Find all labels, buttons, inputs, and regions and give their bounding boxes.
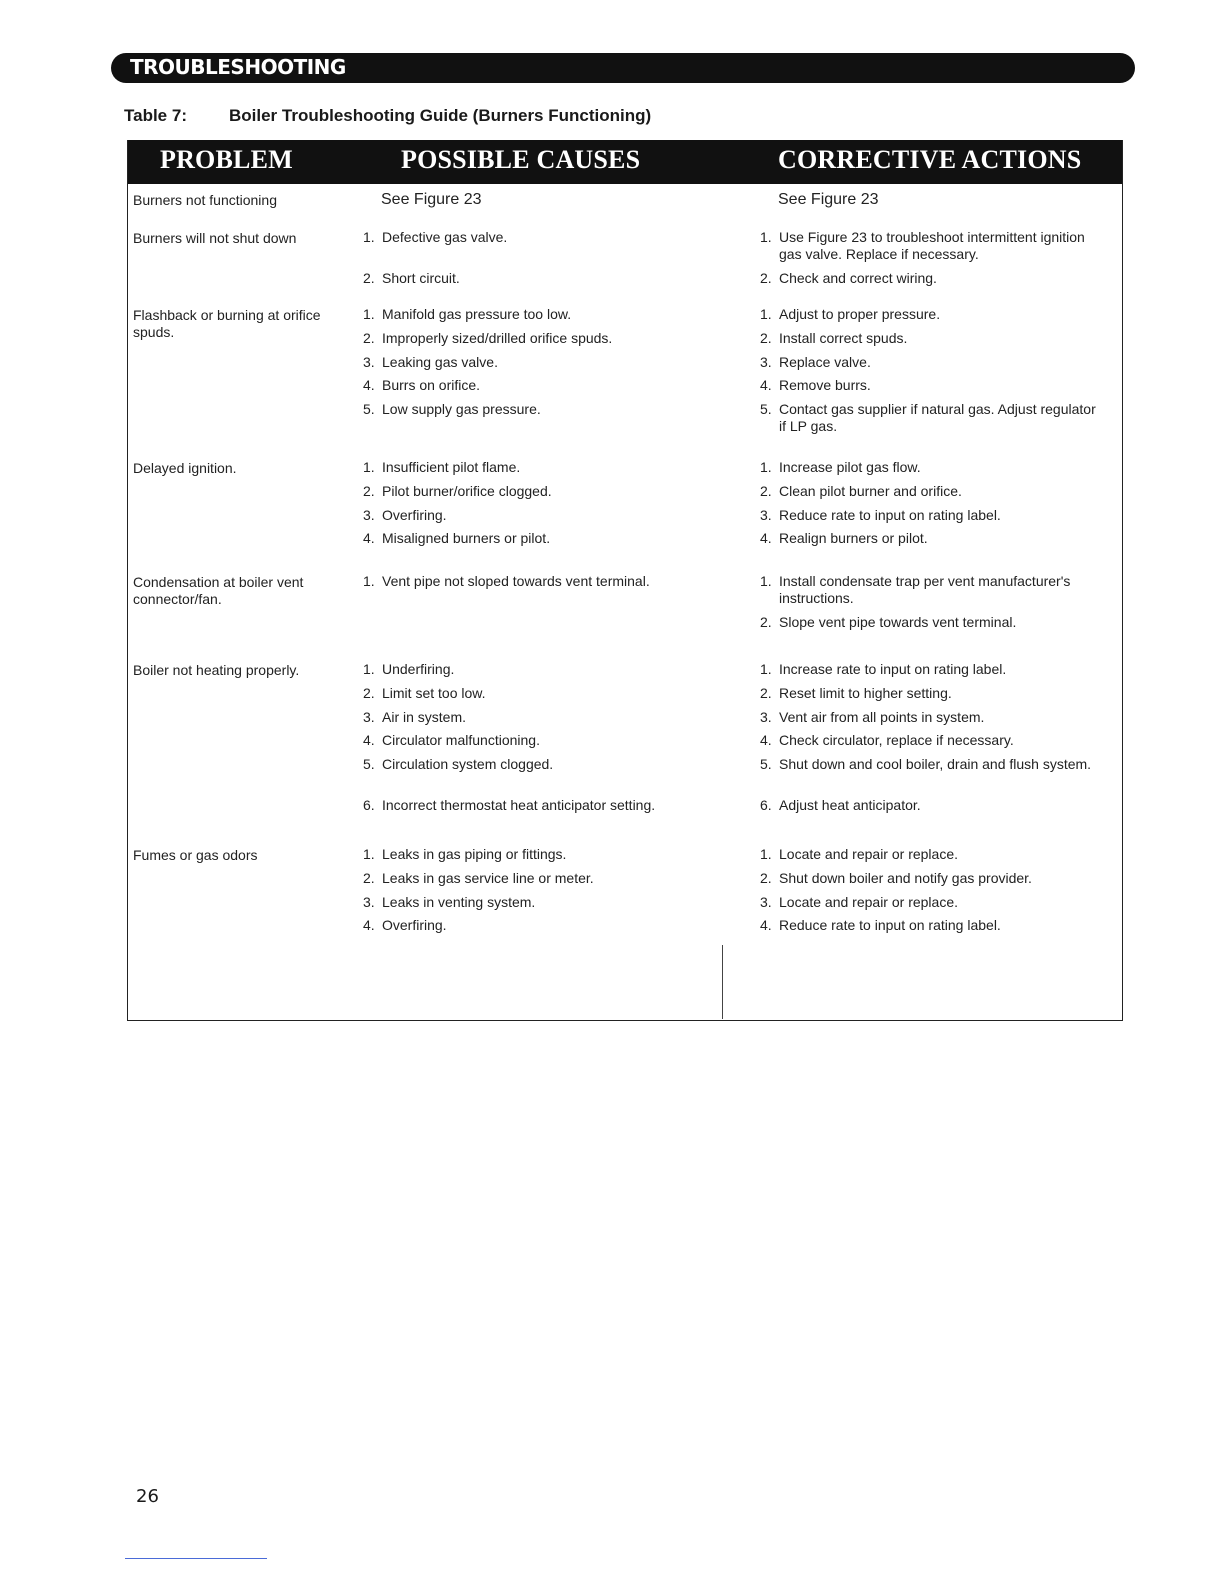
item-text: Shut down boiler and notify gas provider. bbox=[779, 870, 1032, 886]
cause-item bbox=[363, 894, 713, 911]
item-text: Increase rate to input on rating label. bbox=[779, 661, 1007, 677]
problem-cell: Delayed ignition. bbox=[133, 460, 237, 476]
action-item bbox=[760, 306, 1100, 323]
item-number: 6. bbox=[363, 797, 375, 813]
item-number: 1. bbox=[363, 306, 375, 322]
action-item bbox=[760, 846, 1100, 863]
item-number: 1. bbox=[760, 846, 772, 862]
action-item bbox=[760, 917, 1100, 934]
cause-item bbox=[363, 459, 713, 476]
cause-item bbox=[363, 401, 713, 418]
cause-item bbox=[363, 661, 713, 678]
item-number: 2. bbox=[760, 330, 772, 346]
action-item bbox=[760, 732, 1100, 749]
cause-item bbox=[363, 846, 713, 863]
item-text: Circulation system clogged. bbox=[382, 756, 554, 772]
item-text: Limit set too low. bbox=[382, 685, 486, 701]
column-divider bbox=[722, 945, 723, 1019]
item-number: 3. bbox=[363, 507, 375, 523]
item-number: 2. bbox=[363, 270, 375, 286]
action-item bbox=[760, 894, 1100, 911]
item-text: Clean pilot burner and orifice. bbox=[779, 483, 962, 499]
item-text: Insufficient pilot flame. bbox=[382, 459, 521, 475]
item-text: See Figure 23 bbox=[381, 191, 482, 208]
header-causes: POSSIBLE CAUSES bbox=[401, 145, 641, 174]
item-text: Manifold gas pressure too low. bbox=[382, 306, 572, 322]
cause-item bbox=[363, 330, 713, 347]
item-text: Reduce rate to input on rating label. bbox=[779, 507, 1001, 523]
item-number: 2. bbox=[363, 483, 375, 499]
item-text: Overfiring. bbox=[382, 507, 447, 523]
cause-item bbox=[363, 573, 713, 590]
cause-item bbox=[363, 709, 713, 726]
action-item bbox=[760, 483, 1100, 500]
item-number: 1. bbox=[760, 661, 772, 677]
item-text: Locate and repair or replace. bbox=[779, 846, 958, 862]
cause-item bbox=[363, 917, 713, 934]
table-label: Table 7: bbox=[124, 106, 187, 125]
item-number: 4. bbox=[760, 917, 772, 933]
item-text: Burrs on orifice. bbox=[382, 377, 481, 393]
cause-item bbox=[363, 483, 713, 500]
item-number: 3. bbox=[760, 507, 772, 523]
item-number: 4. bbox=[363, 917, 375, 933]
section-title: TROUBLESHOOTING bbox=[130, 55, 346, 79]
cause-item bbox=[363, 507, 713, 524]
item-number: 2. bbox=[760, 870, 772, 886]
item-text: Vent pipe not sloped towards vent terminal. bbox=[382, 573, 650, 589]
item-number: 1. bbox=[760, 306, 772, 322]
item-text: Misaligned burners or pilot. bbox=[382, 530, 551, 546]
problem-cell: Fumes or gas odors bbox=[133, 847, 258, 863]
action-item bbox=[760, 459, 1100, 476]
item-text: Shut down and cool boiler, drain and flush system. bbox=[779, 756, 1092, 772]
item-number: 2. bbox=[760, 483, 772, 499]
action-item bbox=[760, 661, 1100, 678]
item-number: 3. bbox=[760, 709, 772, 725]
item-text: Leaking gas valve. bbox=[382, 354, 498, 370]
item-text: Check circulator, replace if necessary. bbox=[779, 732, 1014, 748]
item-number: 4. bbox=[760, 377, 772, 393]
page-number: 26 bbox=[136, 1486, 159, 1507]
cause-item bbox=[363, 756, 713, 773]
item-number: 4. bbox=[363, 530, 375, 546]
item-text: Install correct spuds. bbox=[779, 330, 908, 346]
cause-item bbox=[363, 870, 713, 887]
item-number: 1. bbox=[363, 459, 375, 475]
cause-item bbox=[363, 530, 713, 547]
item-number: 1. bbox=[363, 229, 375, 245]
action-item bbox=[778, 191, 1118, 208]
action-item bbox=[760, 507, 1100, 524]
problem-cell: Burners will not shut down bbox=[133, 230, 297, 246]
item-number: 1. bbox=[760, 229, 772, 245]
item-text: Locate and repair or replace. bbox=[779, 894, 958, 910]
item-text: Check and correct wiring. bbox=[779, 270, 937, 286]
item-number: 1. bbox=[363, 573, 375, 589]
cause-item bbox=[381, 191, 731, 208]
item-text: Vent air from all points in system. bbox=[779, 709, 985, 725]
item-text: Leaks in gas service line or meter. bbox=[382, 870, 594, 886]
action-item bbox=[760, 709, 1100, 726]
item-number: 3. bbox=[760, 354, 772, 370]
item-text: Realign burners or pilot. bbox=[779, 530, 928, 546]
cause-item bbox=[363, 797, 713, 814]
action-item bbox=[760, 401, 1100, 435]
item-text: Leaks in venting system. bbox=[382, 894, 536, 910]
action-item bbox=[760, 377, 1100, 394]
item-number: 5. bbox=[760, 401, 772, 417]
action-item bbox=[760, 354, 1100, 371]
item-text: Replace valve. bbox=[779, 354, 871, 370]
item-text: Adjust heat anticipator. bbox=[779, 797, 921, 813]
action-item bbox=[760, 270, 1100, 287]
item-number: 4. bbox=[760, 530, 772, 546]
header-problem: PROBLEM bbox=[160, 145, 293, 174]
item-number: 5. bbox=[363, 756, 375, 772]
problem-cell: Condensation at boiler vent connector/fan. bbox=[133, 574, 304, 607]
cause-item bbox=[363, 306, 713, 323]
item-text: Defective gas valve. bbox=[382, 229, 508, 245]
cause-item bbox=[363, 377, 713, 394]
item-number: 3. bbox=[363, 709, 375, 725]
item-text: See Figure 23 bbox=[778, 191, 879, 208]
cause-item bbox=[363, 229, 713, 246]
item-number: 1. bbox=[760, 573, 772, 589]
table-caption: Boiler Troubleshooting Guide (Burners Functioning) bbox=[229, 106, 652, 125]
item-text: Leaks in gas piping or fittings. bbox=[382, 846, 567, 862]
problem-cell: Flashback or burning at orifice spuds. bbox=[133, 307, 321, 340]
item-number: 4. bbox=[760, 732, 772, 748]
item-number: 2. bbox=[760, 614, 772, 630]
item-number: 3. bbox=[760, 894, 772, 910]
item-text: Adjust to proper pressure. bbox=[779, 306, 941, 322]
problem-cell: Burners not functioning bbox=[133, 192, 277, 208]
action-item bbox=[760, 756, 1100, 773]
item-number: 5. bbox=[363, 401, 375, 417]
item-number: 1. bbox=[363, 846, 375, 862]
item-number: 3. bbox=[363, 354, 375, 370]
item-number: 4. bbox=[363, 732, 375, 748]
item-text: Short circuit. bbox=[382, 270, 460, 286]
action-item bbox=[760, 685, 1100, 702]
item-text: Slope vent pipe towards vent terminal. bbox=[779, 614, 1017, 630]
cause-item bbox=[363, 354, 713, 371]
item-number: 2. bbox=[363, 685, 375, 701]
action-item bbox=[760, 573, 1100, 607]
item-text: Use Figure 23 to troubleshoot intermittent ignition gas valve. Replace if necessary. bbox=[779, 229, 1085, 262]
table-header bbox=[128, 140, 1122, 184]
item-text: Reduce rate to input on rating label. bbox=[779, 917, 1001, 933]
item-text: Circulator malfunctioning. bbox=[382, 732, 540, 748]
action-item bbox=[760, 797, 1100, 814]
item-text: Incorrect thermostat heat anticipator setting. bbox=[382, 797, 656, 813]
item-text: Install condensate trap per vent manufacturer's instructions. bbox=[779, 573, 1071, 606]
item-number: 2. bbox=[760, 270, 772, 286]
item-text: Contact gas supplier if natural gas. Adjust regulator if LP gas. bbox=[779, 401, 1096, 434]
action-item bbox=[760, 229, 1100, 263]
item-number: 6. bbox=[760, 797, 772, 813]
cause-item bbox=[363, 270, 713, 287]
action-item bbox=[760, 614, 1100, 631]
item-text: Low supply gas pressure. bbox=[382, 401, 541, 417]
item-number: 2. bbox=[363, 330, 375, 346]
item-text: Increase pilot gas flow. bbox=[779, 459, 921, 475]
action-item bbox=[760, 330, 1100, 347]
item-number: 1. bbox=[760, 459, 772, 475]
item-number: 3. bbox=[363, 894, 375, 910]
action-item bbox=[760, 530, 1100, 547]
item-number: 2. bbox=[760, 685, 772, 701]
action-item bbox=[760, 870, 1100, 887]
item-text: Reset limit to higher setting. bbox=[779, 685, 952, 701]
item-number: 2. bbox=[363, 870, 375, 886]
item-text: Underfiring. bbox=[382, 661, 455, 677]
cause-item bbox=[363, 732, 713, 749]
item-text: Air in system. bbox=[382, 709, 467, 725]
item-text: Pilot burner/orifice clogged. bbox=[382, 483, 552, 499]
item-text: Overfiring. bbox=[382, 917, 447, 933]
item-number: 1. bbox=[363, 661, 375, 677]
problem-cell: Boiler not heating properly. bbox=[133, 662, 300, 678]
cause-item bbox=[363, 685, 713, 702]
item-number: 4. bbox=[363, 377, 375, 393]
header-actions: CORRECTIVE ACTIONS bbox=[778, 145, 1082, 174]
footer-rule bbox=[125, 1558, 267, 1559]
item-text: Remove burrs. bbox=[779, 377, 871, 393]
item-number: 5. bbox=[760, 756, 772, 772]
item-text: Improperly sized/drilled orifice spuds. bbox=[382, 330, 613, 346]
